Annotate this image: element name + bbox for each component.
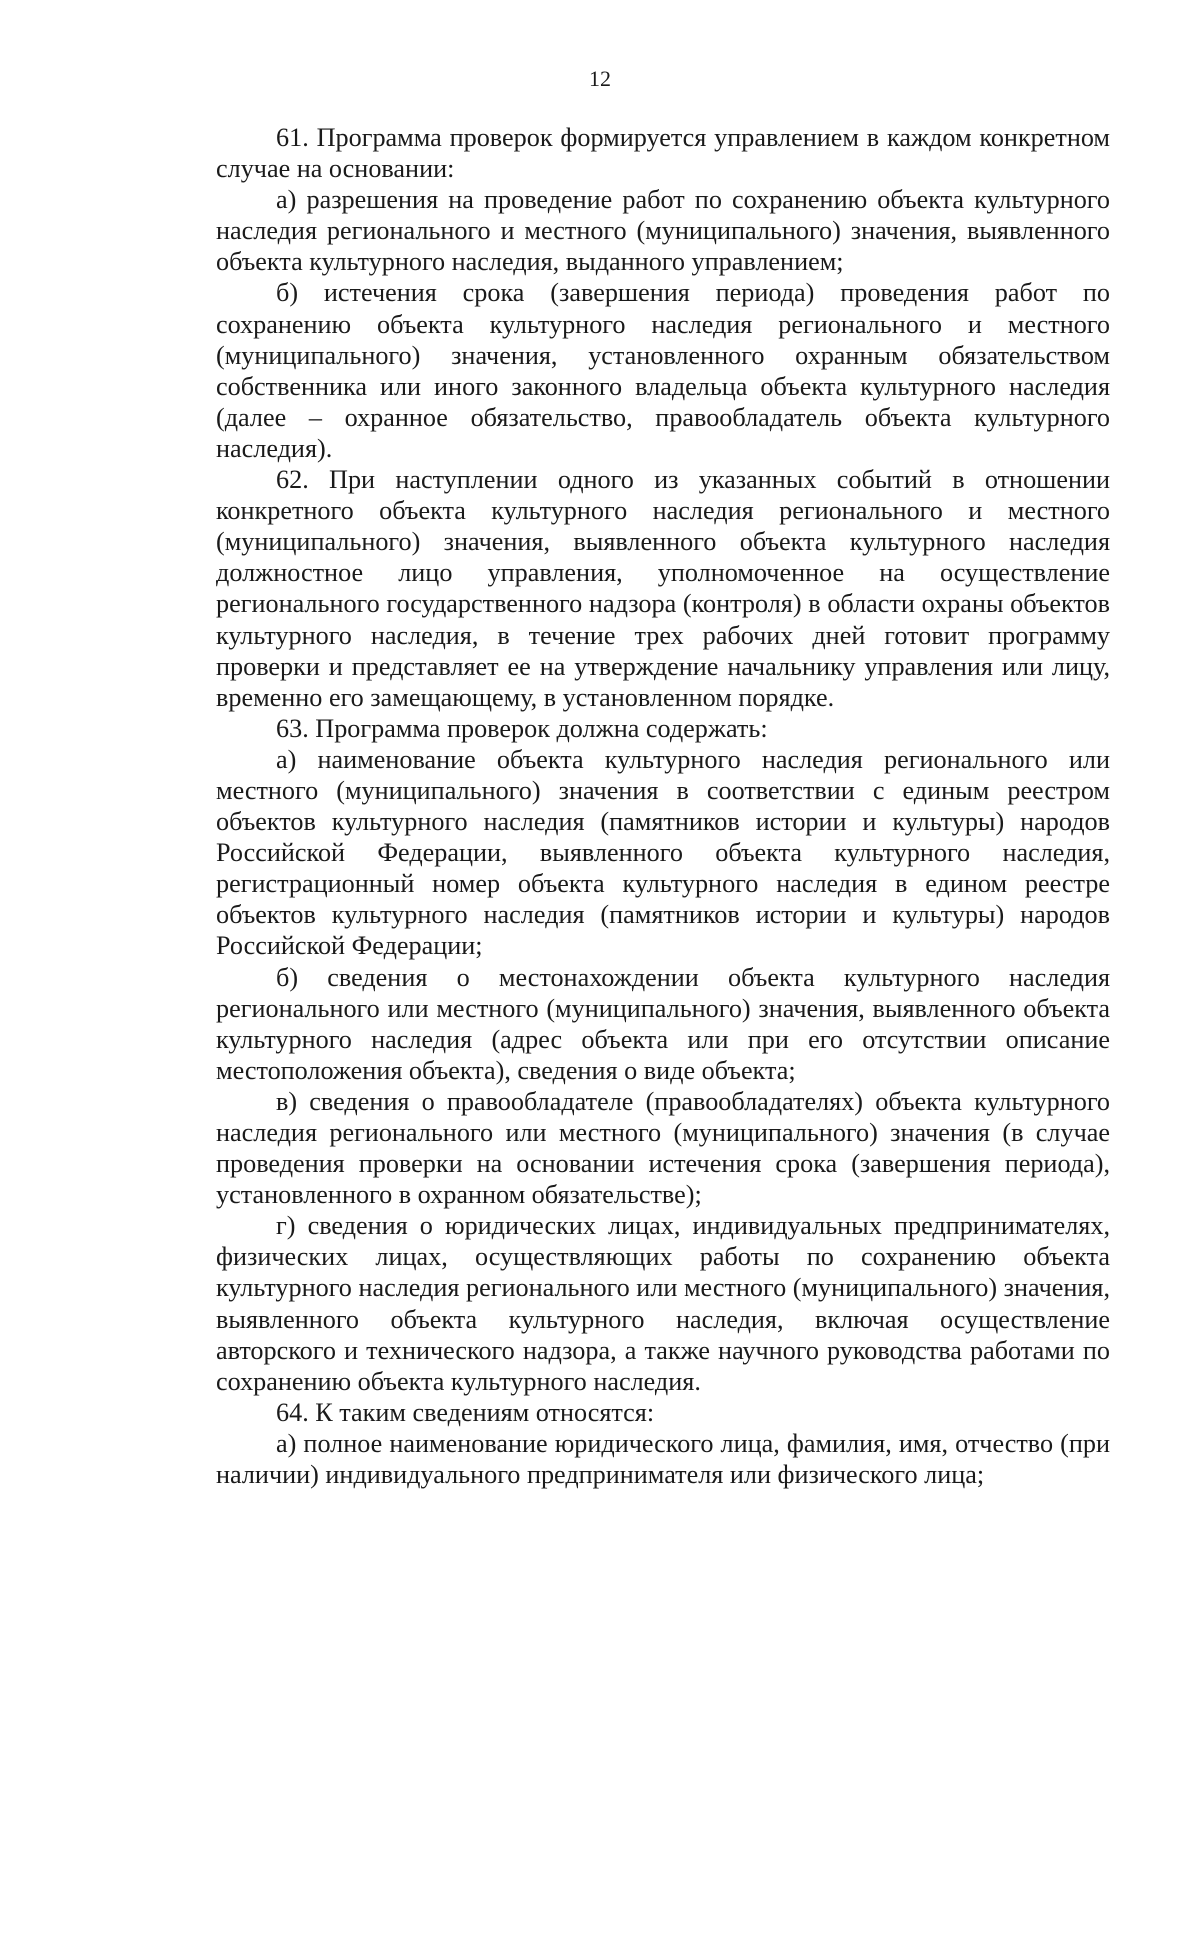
paragraph-63-item-b: б) сведения о местонахождении объекта культурного наследия регионального или местного (муниципального) значения, выявленного объекта культурного наследия (адрес объекта или при его отсутствии описание местоположения объекта), сведения о виде объекта;	[216, 962, 1110, 1085]
paragraph-64: 64. К таким сведениям относятся:	[276, 1397, 655, 1427]
paragraph-63-item-v: в) сведения о правообладателе (правообладателях) объекта культурного наследия регионального или местного (муниципального) значения (в случае проведения проверки на основании истечения срока (завершения периода), установленного в охранном обязательстве);	[216, 1086, 1110, 1210]
paragraph-61-item-b: б) истечения срока (завершения периода) проведения работ по сохранению объекта культурного наследия регионального и местного (муниципального) значения, установленного охранным обязательством собственника или иного законного владельца объекта культурного наследия (далее – охранное обязательство, правообладатель объекта культурного наследия).	[216, 278, 1110, 463]
paragraph-62: 62. При наступлении одного из указанных событий в отношении конкретного объекта культурного наследия регионального и местного (муниципального) значения, выявленного объекта культурного наследия должностное лицо управления, уполномоченное на осуществление регионального государственного надзора (контроля) в области охраны объектов культурного наследия, в течение трех рабочих дней готовит программу проверки и представляет ее на утверждение начальнику управления или лицу, временно его замещающему, в установленном порядке.	[216, 465, 1110, 712]
paragraph-64-item-a: а) полное наименование юридического лица, фамилия, имя, отчество (при наличии) индивидуального предпринимателя или физического лица;	[216, 1428, 1110, 1490]
paragraph-61: 61. Программа проверок формируется управлением в каждом конкретном случае на основании:	[216, 123, 1110, 184]
page-number: 12	[589, 66, 611, 91]
paragraph-63-item-a: а) наименование объекта культурного наследия регионального или местного (муниципального) значения в соответствии с единым реестром объектов культурного наследия (памятников истории и культуры) народов Российской Федерации, выявленного объекта культурного наследия, регистрационный номер объекта культурного наследия в едином реестре объектов культурного наследия (памятников истории и культуры) народов Российской Федерации;	[216, 744, 1110, 961]
document-body	[216, 122, 1110, 1490]
paragraph-61-item-a: а) разрешения на проведение работ по сохранению объекта культурного наследия регионального и местного (муниципального) значения, выявленного объекта культурного наследия, выданного управлением;	[216, 185, 1110, 277]
paragraph-63: 63. Программа проверок должна содержать:	[276, 713, 768, 743]
paragraph-63-item-g: г) сведения о юридических лицах, индивидуальных предпринимателях, физических лицах, осуществляющих работы по сохранению объекта культурного наследия регионального или местного (муниципального) значения, выявленного объекта культурного наследия, включая осуществление авторского и технического надзора, а также научного руководства работами по сохранению объекта культурного наследия.	[216, 1211, 1110, 1396]
